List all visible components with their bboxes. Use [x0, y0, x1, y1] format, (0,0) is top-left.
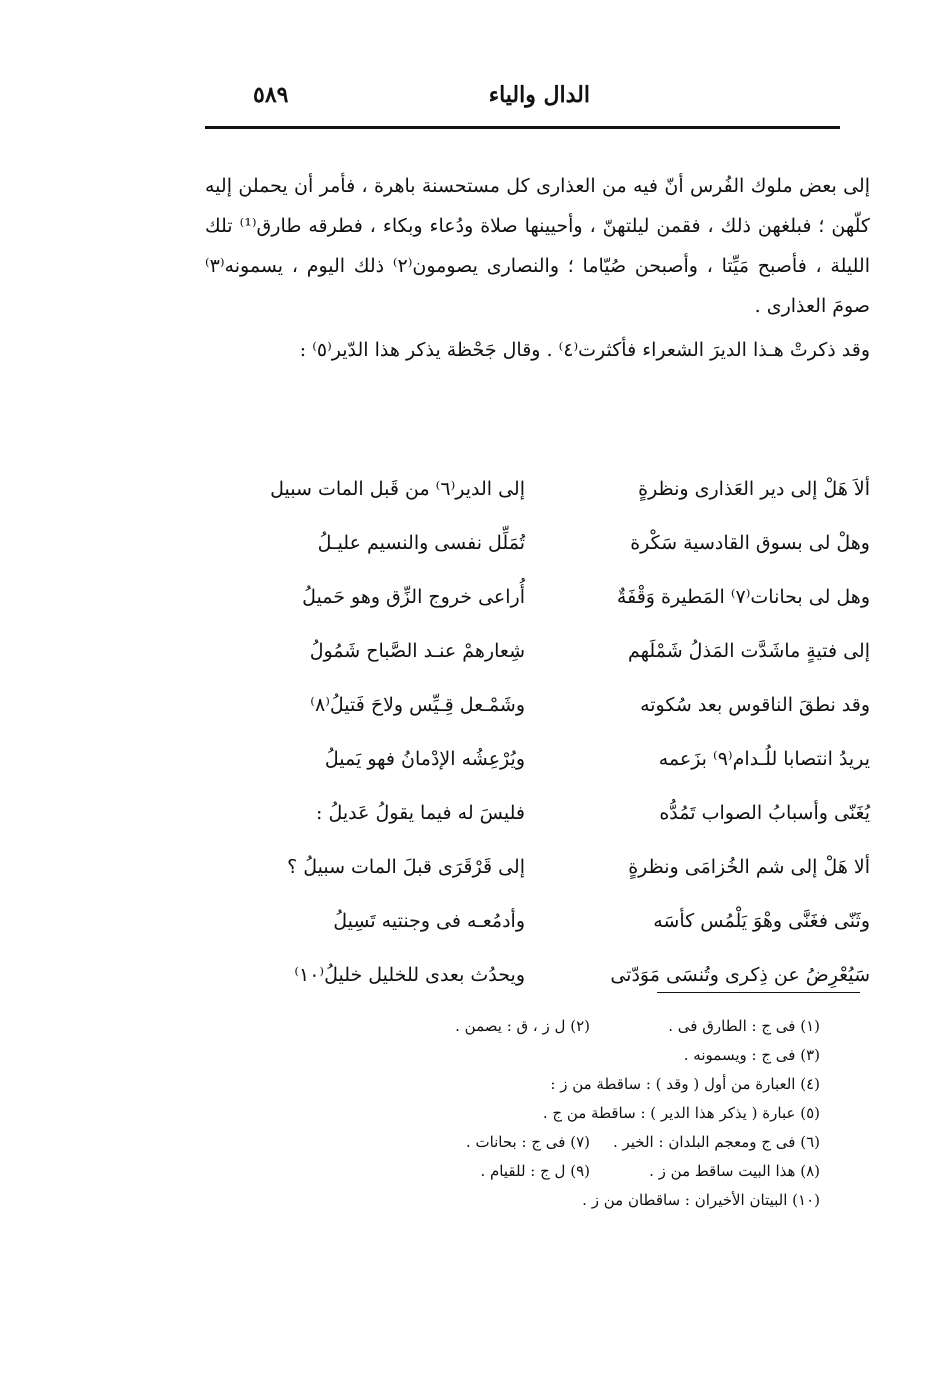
- verse-first-hemistich: وثَنّى فغَنَّى وهْوَ يَلْمُس كأسَه: [653, 910, 870, 932]
- verse-first-hemistich: وهلْ لى بسوق القادسية سَكْرة: [630, 532, 870, 554]
- prose-line: يصومون⁽٢⁾ ذلك اليوم ، يسمونه⁽٣⁾ صومَ العذارى .: [205, 255, 870, 317]
- verse-line: [205, 632, 870, 686]
- verse-line: [205, 848, 870, 902]
- footnote: (٨) هذا البيت ساقط من ز .: [649, 1162, 820, 1180]
- verse-line: [205, 794, 870, 848]
- footnote: (٥) عبارة ( يذكر هذا الدير ) : ساقطة من ج .: [542, 1104, 820, 1122]
- verse-second-hemistich: ويحدُث بعدى للخليل خليلُ⁽١٠⁾: [294, 964, 525, 986]
- verse-second-hemistich: أُراعى خروج الزِّق وهو حَميلُ: [302, 586, 525, 608]
- footnote: (٩) ل ج : للقيام .: [480, 1162, 590, 1180]
- footnote-row: [320, 1157, 820, 1186]
- verse-second-hemistich: شِعارهمْ عنـد الصَّباح شَمُولُ: [309, 640, 525, 662]
- prose-line: إلى بعض ملوك الفُرس أنّ فيه من العذارى كل مستحسنة باهرة ، فأمر أن: [294, 175, 870, 197]
- verse-second-hemistich: ويُرْعِشُه الإدْمانُ فهو يَميلُ: [324, 748, 525, 770]
- verse-line: [205, 956, 870, 1010]
- verse-second-hemistich: تُمَلِّل نفسى والنسيم عليـلُ: [317, 532, 525, 554]
- verse-line: [205, 902, 870, 956]
- prose-line: وقد ذكرتْ هـذا الديرَ الشعراء فأكثرت⁽٤⁾ . وقال جَحْظة يذكر: [405, 339, 870, 361]
- verse-second-hemistich: وشَمْـعل قِـيِّس ولاحَ فَتيلُ⁽٨⁾: [310, 694, 525, 716]
- header-rule: [205, 126, 840, 129]
- verse-first-hemistich: سَيُعْرِضُ عن ذِكرى وتُنسَى مَوَدّتى: [610, 964, 870, 986]
- verse-line: [205, 740, 870, 794]
- footnote: (٢) ل ز ، ق : يصمن .: [455, 1017, 590, 1035]
- footnote: (٦) فى ج ومعجم البلدان : الخير .: [612, 1133, 820, 1151]
- footnote-row: [320, 1128, 820, 1157]
- prose-line: فطرقه طارق⁽¹⁾ تلك الليلة ، فأصبح مَيِّتا ، وأصبحن صُيّاما ؛ والنصارى: [205, 215, 871, 277]
- footnote: (١٠) البيتان الأخيران : ساقطان من ز .: [582, 1191, 820, 1209]
- verse-line: [205, 524, 870, 578]
- footnote: (٤) العبارة من أول ( وقد ) : ساقطة من ز :: [550, 1075, 820, 1093]
- verse-second-hemistich: وأدمُعـه فى وجنتيه تَسِيلُ: [333, 910, 525, 932]
- verse-second-hemistich: إلى الدير⁽٦⁾ من قَبل المات سبيل: [270, 478, 525, 500]
- verse-first-hemistich: وهل لى بحانات⁽٧⁾ المَطيرة وَقْفَةٌ: [616, 586, 870, 608]
- footnote: (١) فى ج : الطارق فى .: [668, 1017, 820, 1035]
- footnote-row: [320, 1186, 820, 1215]
- paragraph-2: [205, 330, 870, 370]
- poem: [205, 470, 870, 1010]
- paragraph-1: [205, 166, 870, 326]
- verse-line: [205, 470, 870, 524]
- prose-line: يحملن إليه كلّهن ؛ فبلغهن ذلك ، فقمن ليلتهنّ ، وأحيينها صلاة ودُعاء وبكاء ،: [205, 175, 870, 237]
- running-title: الدال والياء: [488, 82, 590, 108]
- footnote-row: [320, 1099, 820, 1128]
- prose-text: [205, 166, 870, 370]
- verse-first-hemistich: ألا هَلْ إلى شم الخُزامَى ونظرةٍ: [628, 856, 870, 878]
- verse-first-hemistich: وقد نطقَ الناقوس بعد سُكوته: [640, 694, 870, 716]
- verse-first-hemistich: ألاَ هَلْ إلى دير العَذارى ونظرةٍ: [638, 478, 870, 500]
- page-number: ٥٨٩: [253, 82, 289, 108]
- footnote-row: [320, 1070, 820, 1099]
- footnote: (٧) فى ج : بحانات .: [465, 1133, 590, 1151]
- footnote-row: [320, 1041, 820, 1070]
- verse-second-hemistich: فليسَ له فيما يقولُ عَديلُ :: [316, 802, 525, 824]
- footnote-rule: [657, 992, 860, 993]
- footnote: (٣) فى ج : ويسمونه .: [683, 1046, 820, 1064]
- verse-first-hemistich: إلى فتيةٍ ماشَدَّت المَذلُ شَمْلَهم: [628, 640, 870, 662]
- running-header: [205, 82, 845, 118]
- footnotes: [320, 1012, 820, 1215]
- verse-first-hemistich: يريدُ انتصابا للُـدام⁽٩⁾ بزَعمه: [658, 748, 870, 770]
- prose-line: هذا الدّير⁽٥⁾ :: [299, 339, 400, 361]
- verse-line: [205, 578, 870, 632]
- verse-first-hemistich: يُغَنّى وأسبابُ الصواب تَمُدُّه: [659, 802, 870, 824]
- footnote-row: [320, 1012, 820, 1041]
- verse-second-hemistich: إلى قَرْقَرَى قبلَ المات سبيلُ ؟: [287, 856, 525, 878]
- verse-line: [205, 686, 870, 740]
